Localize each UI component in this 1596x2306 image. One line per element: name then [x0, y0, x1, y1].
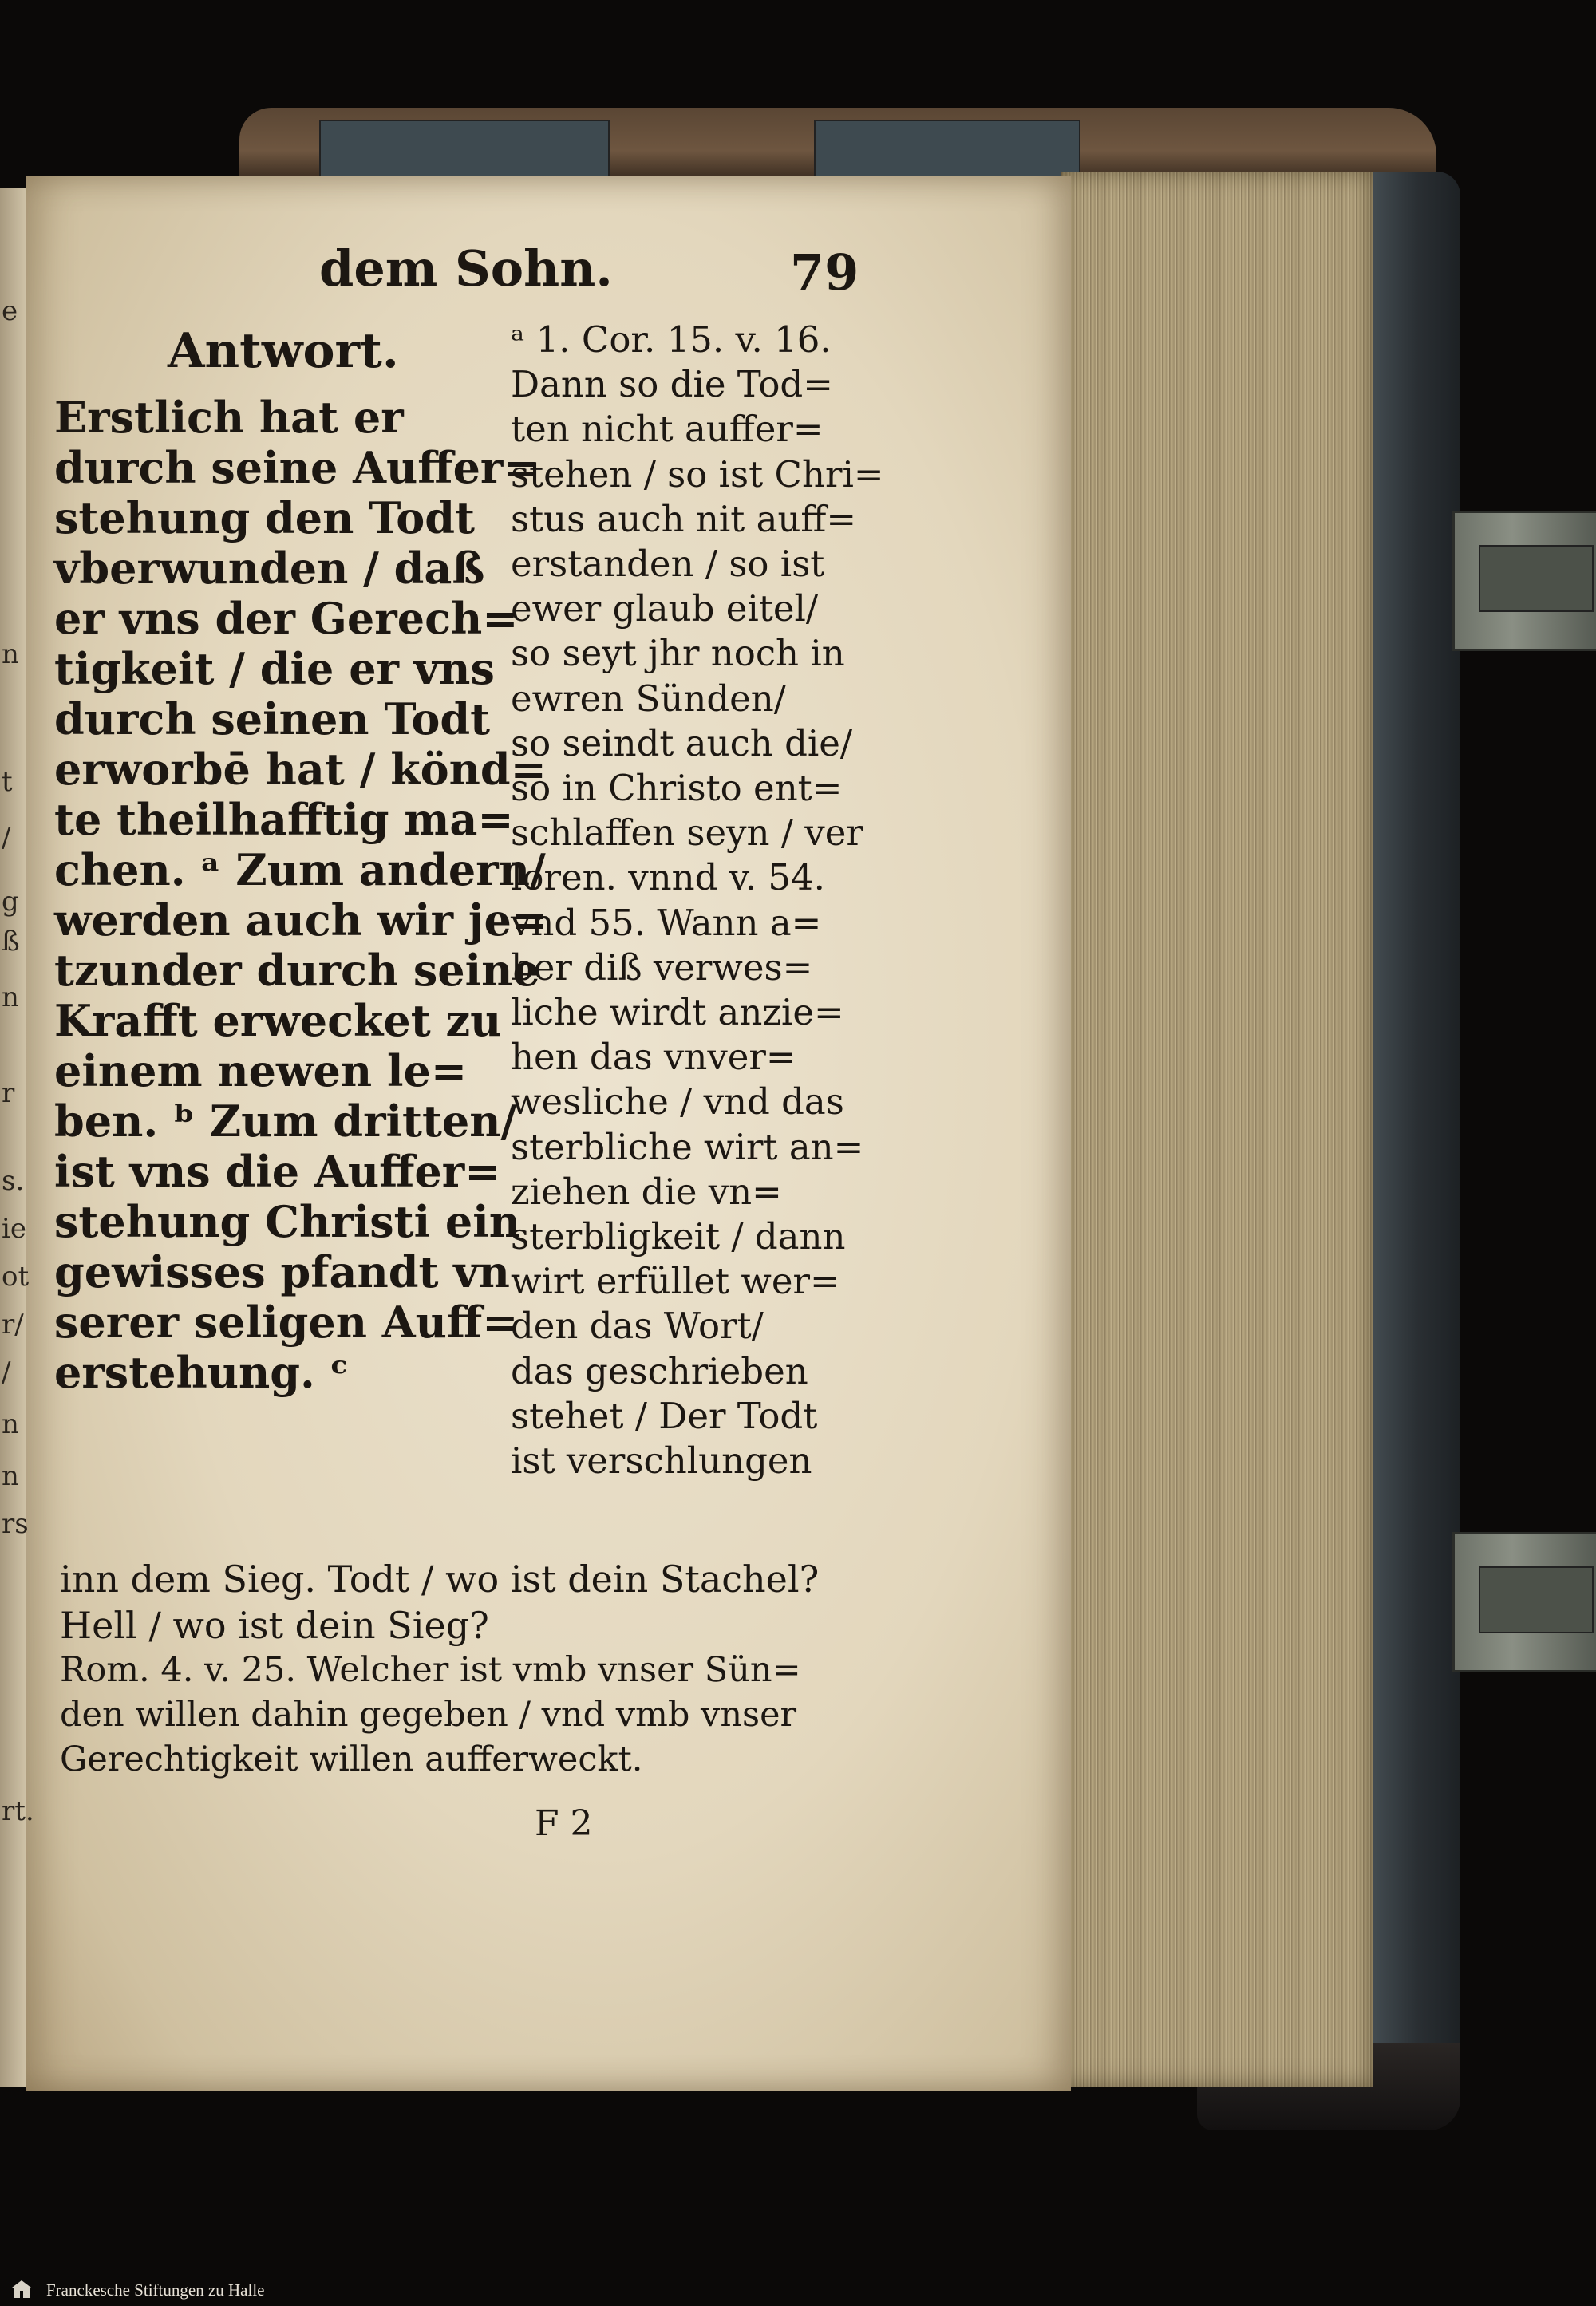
text-line: gewisses pfandt vn — [54, 1246, 510, 1297]
note-line: ber diß verwes= — [511, 946, 813, 989]
text-line: tzunder durch seine — [54, 945, 540, 996]
note-line: ᵃ 1. Cor. 15. v. 16. — [511, 318, 832, 361]
text-line: Erstlich hat er — [54, 392, 404, 443]
note-line: stus auch nit auff= — [511, 497, 857, 540]
note-line: ewren Sünden/ — [511, 677, 786, 720]
text-line: stehung Christi ein — [54, 1196, 521, 1247]
text-line: vberwunden / daß — [54, 543, 485, 594]
institution-logo-icon — [11, 2279, 32, 2301]
text-line: stehung den Todt — [54, 492, 475, 543]
note-line: erstanden / so ist — [511, 543, 825, 586]
text-line: inn dem Sieg. Todt / wo ist dein Stachel? — [60, 1558, 820, 1601]
note-line: den willen dahin gegeben / vnd vmb vnser — [60, 1695, 797, 1735]
text-line: erworbē hat / könd= — [54, 744, 547, 795]
note-line: sterbliche wirt an= — [511, 1125, 864, 1168]
continuation-text — [60, 1556, 819, 1649]
left-fragment: ie — [2, 1213, 26, 1245]
text-line: Hell / wo ist dein Sieg? — [60, 1604, 489, 1647]
margin-note-column — [511, 318, 884, 1483]
left-fragment: t — [2, 766, 13, 798]
note-line: hen das vnver= — [511, 1036, 796, 1079]
note-line: das geschrieben — [511, 1349, 808, 1392]
text-line: werden auch wir je= — [54, 894, 548, 946]
cover-strap-right — [814, 120, 1080, 179]
upper-clasp — [1452, 511, 1596, 651]
left-fragment: rt. — [2, 1795, 34, 1827]
note-line: schlaffen seyn / ver — [511, 811, 863, 855]
signature-mark: F 2 — [535, 1803, 593, 1844]
left-fragment: n — [2, 981, 19, 1013]
left-fragment: n — [2, 638, 19, 670]
left-fragment: n — [2, 1460, 19, 1492]
text-line: erstehung. ᶜ — [54, 1347, 349, 1398]
left-fragment: ot — [2, 1261, 30, 1293]
text-line: ben. ᵇ Zum dritten/ — [54, 1096, 517, 1147]
left-fragment: r — [2, 1077, 15, 1109]
note-line: vnd 55. Wann a= — [511, 901, 822, 944]
text-line: einem newen le= — [54, 1045, 468, 1096]
note-line: wirt erfüllet wer= — [511, 1260, 840, 1303]
text-line: tigkeit / die er vns — [54, 643, 495, 694]
left-fragment: ß — [2, 926, 20, 958]
text-line: ist vns die Auffer= — [54, 1146, 501, 1197]
running-title: dem Sohn. — [319, 239, 613, 298]
text-line: durch seine Auffer= — [54, 442, 539, 493]
text-line: durch seinen Todt — [54, 693, 491, 744]
main-text-column — [54, 393, 547, 1398]
text-line: te theilhafftig ma= — [54, 794, 514, 845]
note-line: so seyt jhr noch in — [511, 632, 845, 675]
note-line: Gerechtigkeit willen aufferweckt. — [60, 1739, 643, 1779]
note-line: den das Wort/ — [511, 1305, 764, 1348]
note-line: so seindt auch die/ — [511, 721, 853, 764]
text-line: chen. ᵃ Zum andern/ — [54, 844, 546, 895]
text-line: Krafft erwecket zu — [54, 995, 502, 1046]
note-line: so in Christo ent= — [511, 767, 843, 810]
left-fragment: r/ — [2, 1309, 24, 1341]
note-line: ten nicht auffer= — [511, 408, 824, 451]
footer-bar — [0, 2276, 1596, 2306]
note-line: stehet / Der Todt — [511, 1394, 818, 1437]
note-line: ziehen die vn= — [511, 1170, 782, 1213]
note-line: loren. vnnd v. 54. — [511, 856, 825, 899]
lower-clasp — [1452, 1532, 1596, 1672]
footer-credit: Franckesche Stiftungen zu Halle — [46, 2280, 265, 2300]
note-line: ewer glaub eitel/ — [511, 587, 819, 630]
note-line: ist verschlungen — [511, 1439, 812, 1483]
note-line: wesliche / vnd das — [511, 1080, 844, 1123]
answer-heading: Antwort. — [168, 323, 399, 379]
text-line: er vns der Gerech= — [54, 593, 519, 644]
left-fragment: g — [2, 886, 19, 918]
text-line: serer seligen Auff= — [54, 1297, 519, 1348]
note-line: liche wirdt anzie= — [511, 991, 844, 1034]
note-line: Rom. 4. v. 25. Welcher ist vmb vnser Sün= — [60, 1650, 801, 1690]
page-number: 79 — [790, 243, 859, 302]
left-fragment: / — [2, 822, 11, 854]
footnote-c — [60, 1648, 801, 1782]
note-line: Dann so die Tod= — [511, 363, 833, 406]
left-fragment: e — [2, 295, 18, 327]
left-fragment: / — [2, 1356, 11, 1388]
note-line: sterbligkeit / dann — [511, 1215, 846, 1258]
left-fragment: n — [2, 1408, 19, 1440]
left-fragment: s. — [2, 1165, 25, 1197]
note-line: stehen / so ist Chri= — [511, 452, 884, 496]
page-block-edges — [1061, 172, 1373, 2087]
cover-strap-left — [319, 120, 610, 179]
left-fragment: rs — [2, 1508, 29, 1540]
